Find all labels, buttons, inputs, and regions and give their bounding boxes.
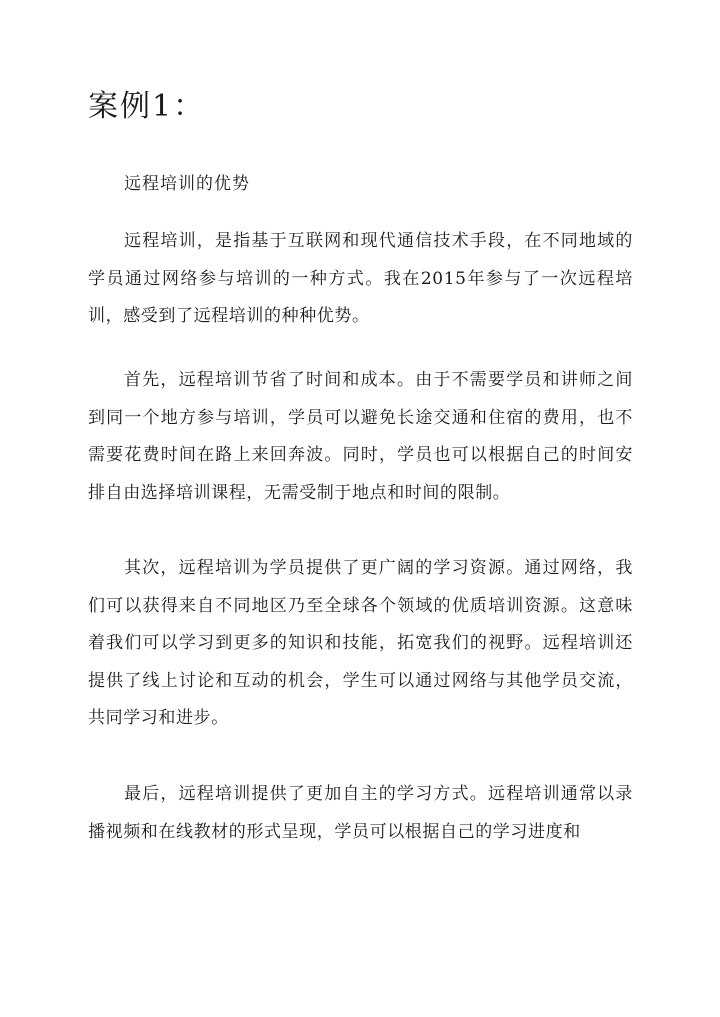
paragraph-intro: 远程培训，是指基于互联网和现代通信技术手段，在不同地域的学员通过网络参与培训的一种方式。我在2015年参与了一次远程培训，感受到了远程培训的种种优势。: [88, 231, 633, 326]
paragraph-second-advantage: 其次，远程培训为学员提供了更广阔的学习资源。通过网络，我们可以获得来自不同地区乃至全球各个领域的优质培训资源。这意味着我们可以学习到更多的知识和技能，拓宽我们的视野。远程培训还提供了线上讨论和互动的机会，学生可以通过网络与其他学员交流，共同学习和进步。: [88, 558, 633, 728]
paragraph-third-advantage: 最后，远程培训提供了更加自主的学习方式。远程培训通常以录播视频和在线教材的形式呈现，学员可以根据自己的学习进度和: [88, 784, 633, 842]
page-title: 案例1：: [88, 89, 206, 124]
section-heading: 远程培训的优势: [124, 174, 250, 194]
paragraph-first-advantage: 首先，远程培训节省了时间和成本。由于不需要学员和讲师之间到同一个地方参与培训，学员可以避免长途交通和住宿的费用，也不需要花费时间在路上来回奔波。同时，学员也可以根据自己的时间安排自由选择培训课程，无需受制于地点和时间的限制。: [88, 370, 633, 503]
